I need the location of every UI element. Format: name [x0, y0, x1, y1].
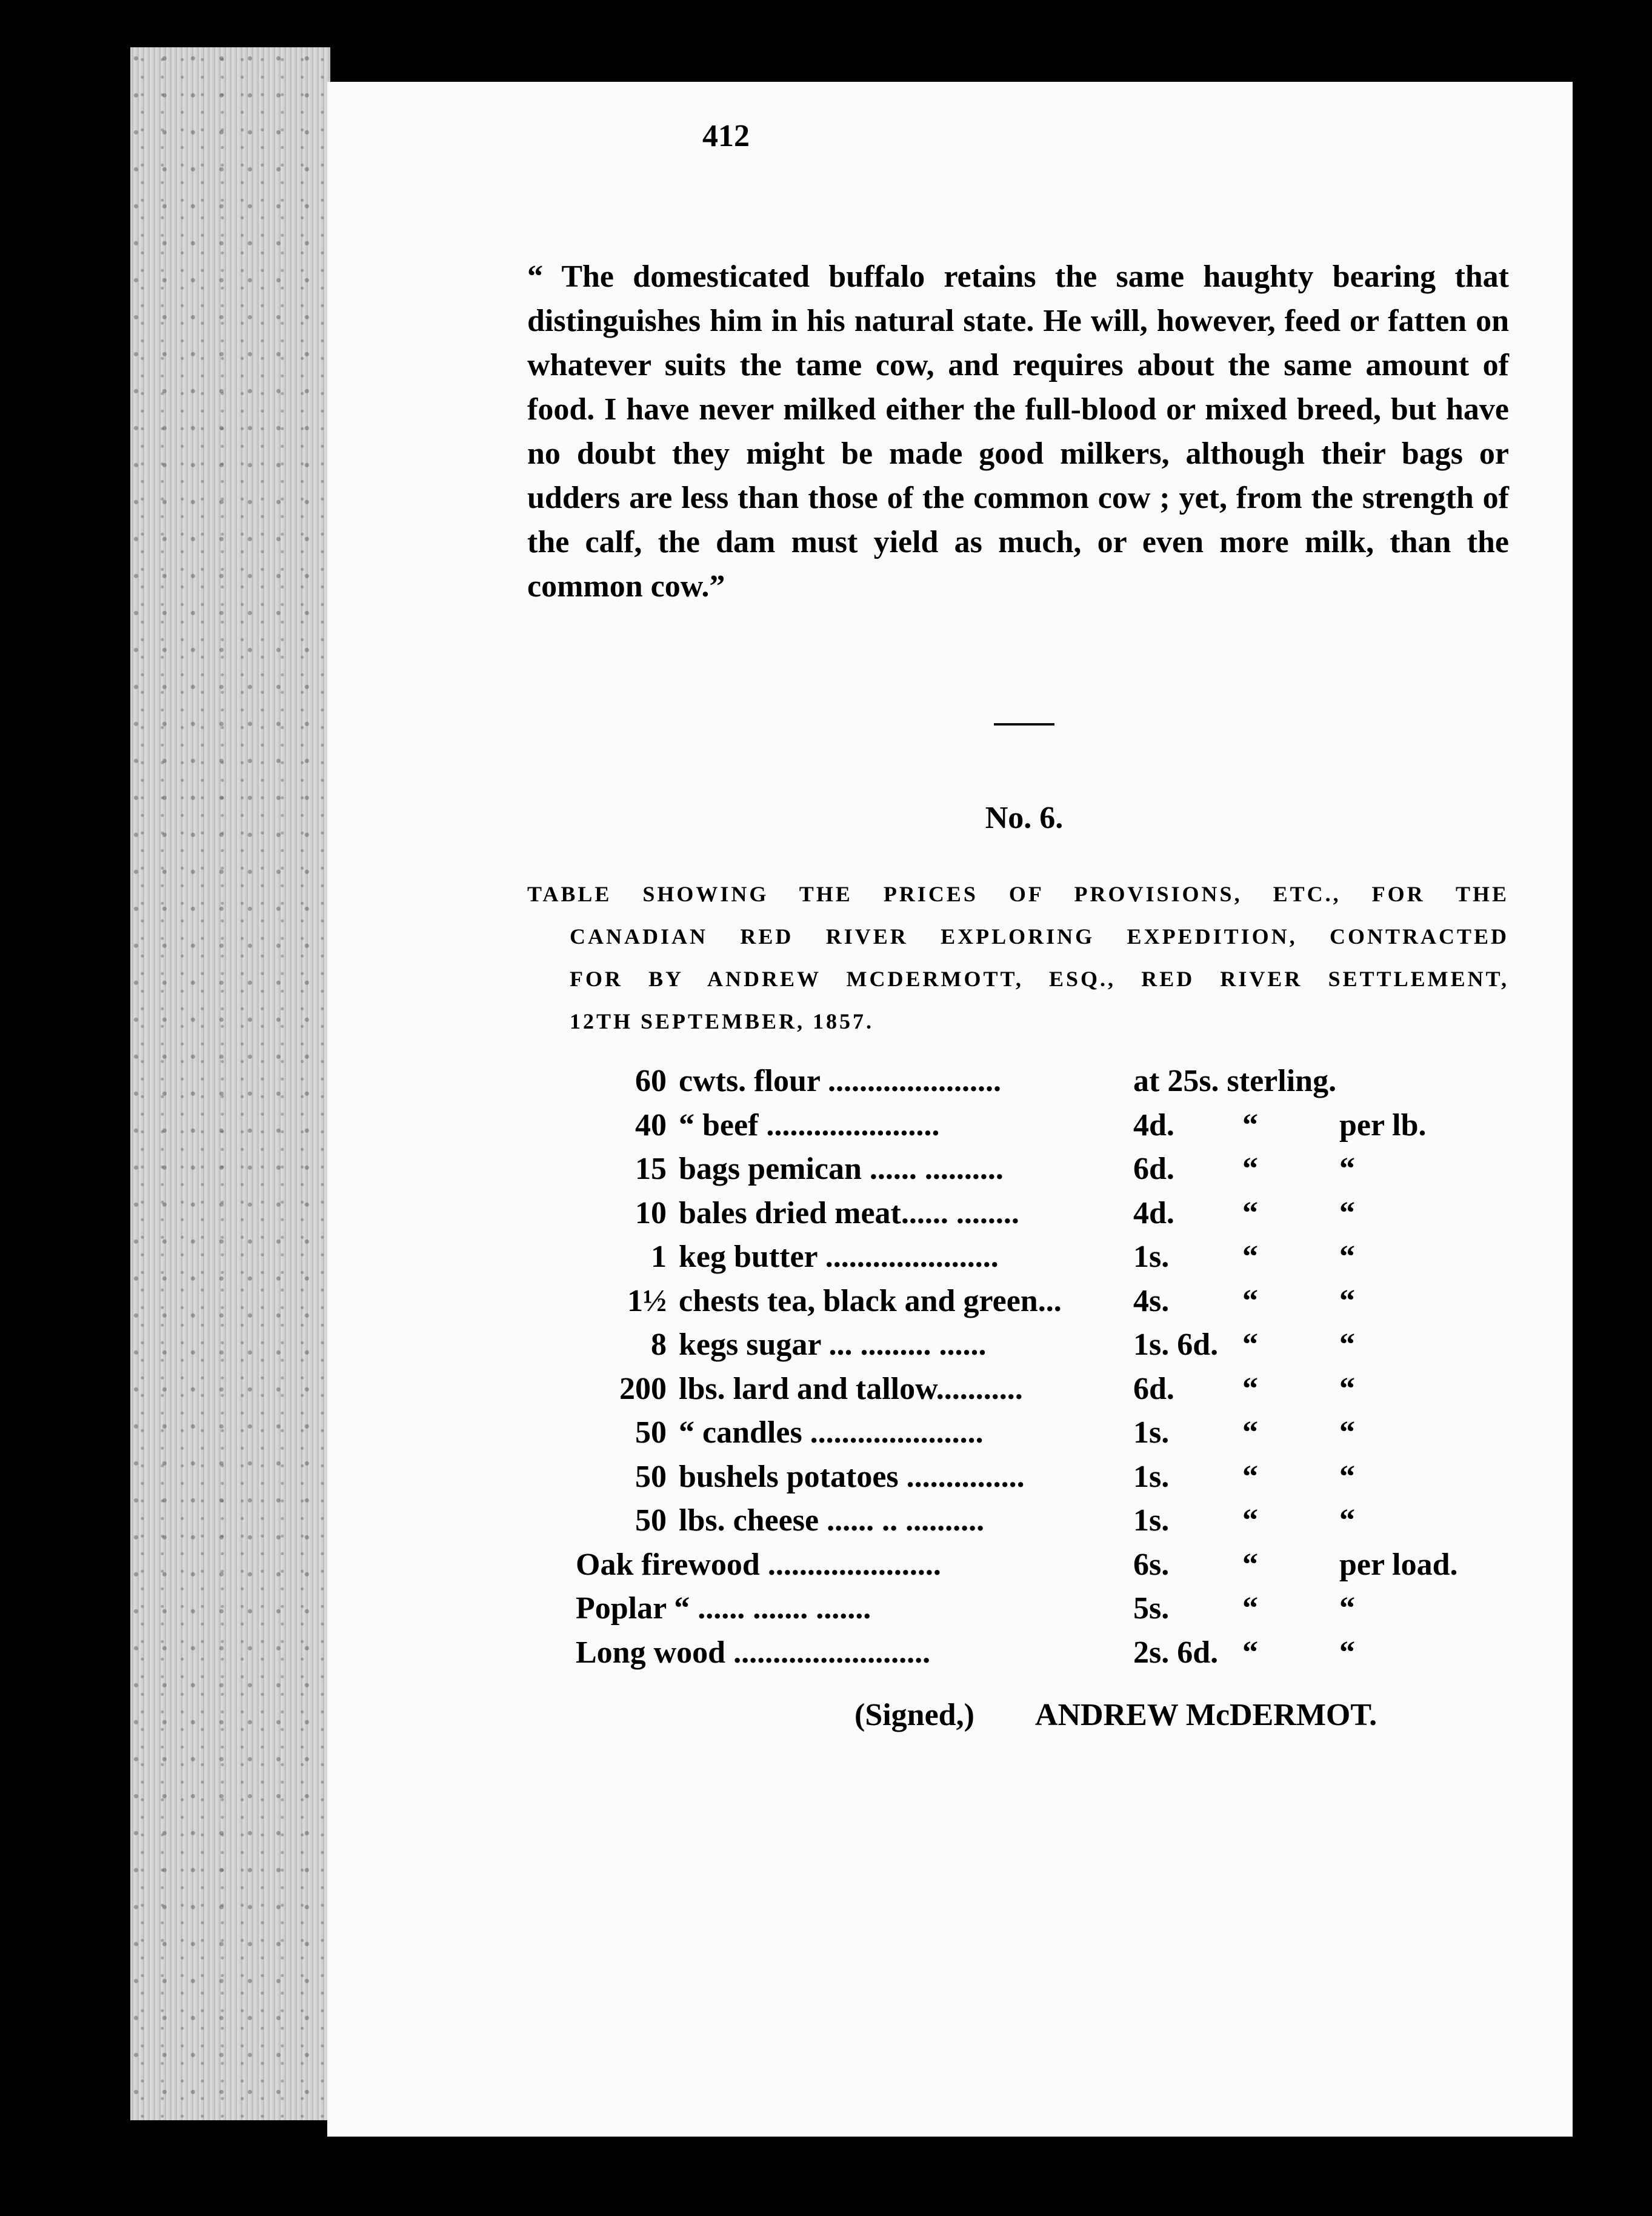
price: 4d.	[1133, 1195, 1174, 1230]
unit: “	[1339, 1459, 1355, 1494]
unit: per lb.	[1339, 1107, 1427, 1143]
price: 2s. 6d.	[1133, 1635, 1219, 1670]
price: 6d.	[1133, 1371, 1174, 1406]
quantity: 60	[635, 1064, 667, 1098]
quantity: 8	[651, 1327, 667, 1362]
item-description: “ beef ......................	[679, 1107, 940, 1143]
ditto-mark: “	[1242, 1415, 1258, 1450]
unit: “	[1339, 1240, 1355, 1274]
ditto-mark: “	[1242, 1503, 1258, 1538]
quote-paragraph	[527, 255, 1509, 609]
item-description: bushels potatoes ...............	[679, 1459, 1025, 1494]
price: 6d.	[1133, 1152, 1174, 1186]
unit: “	[1339, 1503, 1355, 1538]
price: 5s.	[1133, 1591, 1170, 1626]
quantity: 50	[635, 1459, 667, 1494]
ditto-mark: “	[1242, 1459, 1258, 1494]
unit: per load.	[1339, 1547, 1458, 1582]
item-description: Long wood .........................	[576, 1635, 931, 1670]
item-description: Oak firewood ......................	[576, 1547, 941, 1582]
price: 1s.	[1133, 1503, 1170, 1538]
quantity: 40	[635, 1107, 667, 1143]
quantity: 10	[635, 1195, 667, 1230]
ditto-mark: “	[1242, 1283, 1258, 1318]
price: 6s.	[1133, 1547, 1170, 1582]
ditto-mark: “	[1242, 1152, 1258, 1186]
table-heading-line: TABLE SHOWING THE PRICES OF PROVISIONS, ETC., FOR THE	[527, 882, 1509, 906]
item-description: chests tea, black and green...	[679, 1283, 1062, 1318]
price: 4d.	[1133, 1107, 1174, 1143]
unit: “	[1339, 1152, 1355, 1186]
quantity: 200	[619, 1371, 667, 1406]
item-description: bales dried meat...... ........	[679, 1195, 1019, 1230]
unit: “	[1339, 1283, 1355, 1318]
item-description: bags pemican ...... ..........	[679, 1152, 1004, 1186]
item-description: “ candles ......................	[679, 1415, 984, 1450]
table-heading-line: CANADIAN RED RIVER EXPLORING EXPEDITION, CONTRACTED	[570, 924, 1509, 949]
price: 1s. 6d.	[1133, 1327, 1219, 1362]
ditto-mark: “	[1242, 1371, 1258, 1406]
item-description: kegs sugar ... ......... ......	[679, 1327, 987, 1362]
price: at 25s. sterling.	[1133, 1064, 1337, 1098]
signature-name: ANDREW McDERMOT.	[1034, 1698, 1377, 1732]
item-description: lbs. cheese ...... .. ..........	[679, 1503, 985, 1538]
item-description: cwts. flour ......................	[679, 1064, 1002, 1098]
unit: “	[1339, 1591, 1355, 1626]
ditto-mark: “	[1242, 1591, 1258, 1626]
unit: “	[1339, 1195, 1355, 1230]
item-description: keg butter ......................	[679, 1240, 999, 1274]
ditto-mark: “	[1242, 1240, 1258, 1274]
unit: “	[1339, 1371, 1355, 1406]
price: 1s.	[1133, 1415, 1170, 1450]
document-number: No. 6.	[985, 801, 1064, 835]
ditto-mark: “	[1242, 1327, 1258, 1362]
quantity: 50	[635, 1415, 667, 1450]
signature-line	[854, 1697, 1377, 1733]
unit: “	[1339, 1415, 1355, 1450]
quantity: 1½	[627, 1283, 667, 1318]
page-number: 412	[702, 119, 750, 153]
price: 1s.	[1133, 1240, 1170, 1274]
ditto-mark: “	[1242, 1107, 1258, 1143]
book-page-edge	[130, 47, 330, 2120]
ditto-mark: “	[1242, 1547, 1258, 1582]
table-heading	[527, 873, 1509, 1043]
table-heading-line: FOR BY ANDREW MCDERMOTT, ESQ., RED RIVER SETTLEMENT,	[570, 967, 1509, 991]
quote-text: “ The domesticated buffalo retains the same haughty bearing that distinguishes him in his natural state. He will, however, feed or fatten on whatever suits the tame cow, and requires about the same amount of food. I have never milked either the full-blood or mixed breed, but have no doubt they might be made good milkers, although their bags or udders are less than those of the common cow ; yet, from the strength of the calf, the dam must yield as much, or even more milk, than the common cow.”	[527, 259, 1509, 604]
item-description: Poplar “ ...... ....... .......	[576, 1591, 871, 1626]
quantity: 15	[635, 1152, 667, 1186]
section-divider	[994, 723, 1054, 726]
ditto-mark: “	[1242, 1195, 1258, 1230]
table-heading-line: 12TH SEPTEMBER, 1857.	[570, 1009, 874, 1033]
price: 4s.	[1133, 1283, 1170, 1318]
quantity: 1	[651, 1240, 667, 1274]
signed-label: (Signed,)	[854, 1698, 974, 1732]
unit: “	[1339, 1635, 1355, 1670]
price: 1s.	[1133, 1459, 1170, 1494]
item-description: lbs. lard and tallow...........	[679, 1371, 1023, 1406]
quantity: 50	[635, 1503, 667, 1538]
unit: “	[1339, 1327, 1355, 1362]
ditto-mark: “	[1242, 1635, 1258, 1670]
